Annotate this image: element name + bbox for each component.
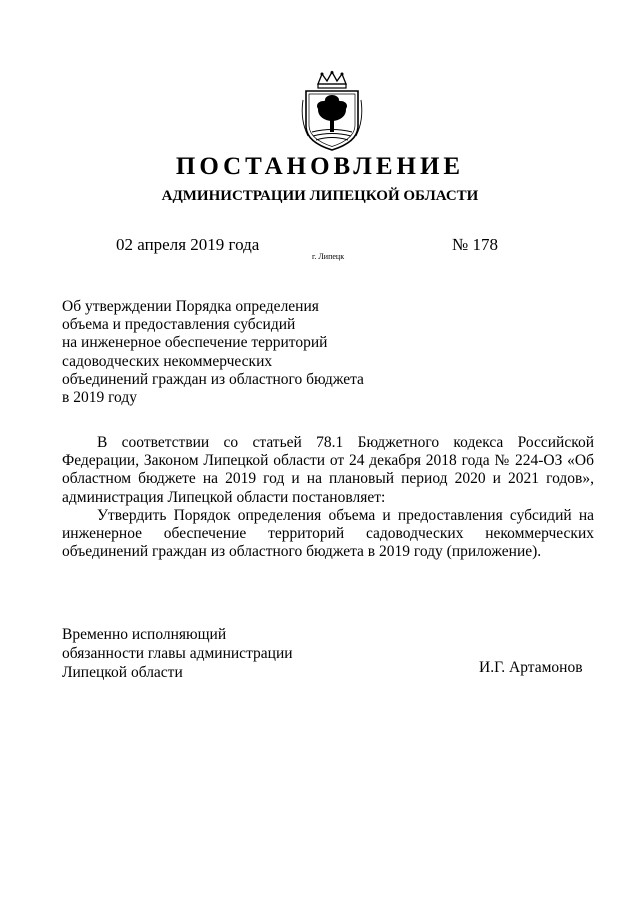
signatory-position	[62, 626, 293, 682]
signatory-name: И.Г. Артамонов	[479, 659, 583, 676]
subject-line: садоводческих некоммерческих	[62, 352, 273, 370]
subject-line: на инженерное обеспечение территорий	[62, 334, 328, 352]
signatory-position-line: Временно исполняющий	[62, 626, 227, 643]
body-paragraph: В соответствии со статьей 78.1 Бюджетного кодекса Российской Федерации, Законом Липецкой области от 24 декабря 2018 года № 224-ОЗ «Об областном бюджете на 2019 год и на плановый период 2020 и 2021 годов», администрация Липецкой области постановляет:	[62, 434, 594, 506]
document-subtitle: АДМИНИСТРАЦИИ ЛИПЕЦКОЙ ОБЛАСТИ	[161, 188, 479, 204]
subject-line: объединений граждан из областного бюджета	[62, 370, 364, 388]
signatory-position-line: обязанности главы администрации	[62, 644, 293, 662]
body-paragraph: Утвердить Порядок определения объема и предоставления субсидий на инженерное обеспечение территорий садоводческих некоммерческих объединений граждан из областного бюджета в 2019 году (приложение).	[62, 506, 594, 561]
subject-line: объема и предоставления субсидий	[62, 316, 296, 334]
signatory-position-line: Липецкой области	[62, 663, 183, 681]
document-date: 02 апреля 2019 года	[116, 235, 260, 254]
document-city: г. Липецк	[312, 252, 345, 261]
document-subject	[62, 298, 382, 407]
document-title: ПОСТАНОВЛЕНИЕ	[175, 153, 465, 180]
document-number: № 178	[452, 235, 498, 254]
subject-line: в 2019 году	[62, 389, 137, 407]
document-body	[62, 434, 594, 561]
coat-of-arms-icon	[298, 70, 366, 152]
subject-line: Об утверждении Порядка определения	[62, 298, 319, 315]
